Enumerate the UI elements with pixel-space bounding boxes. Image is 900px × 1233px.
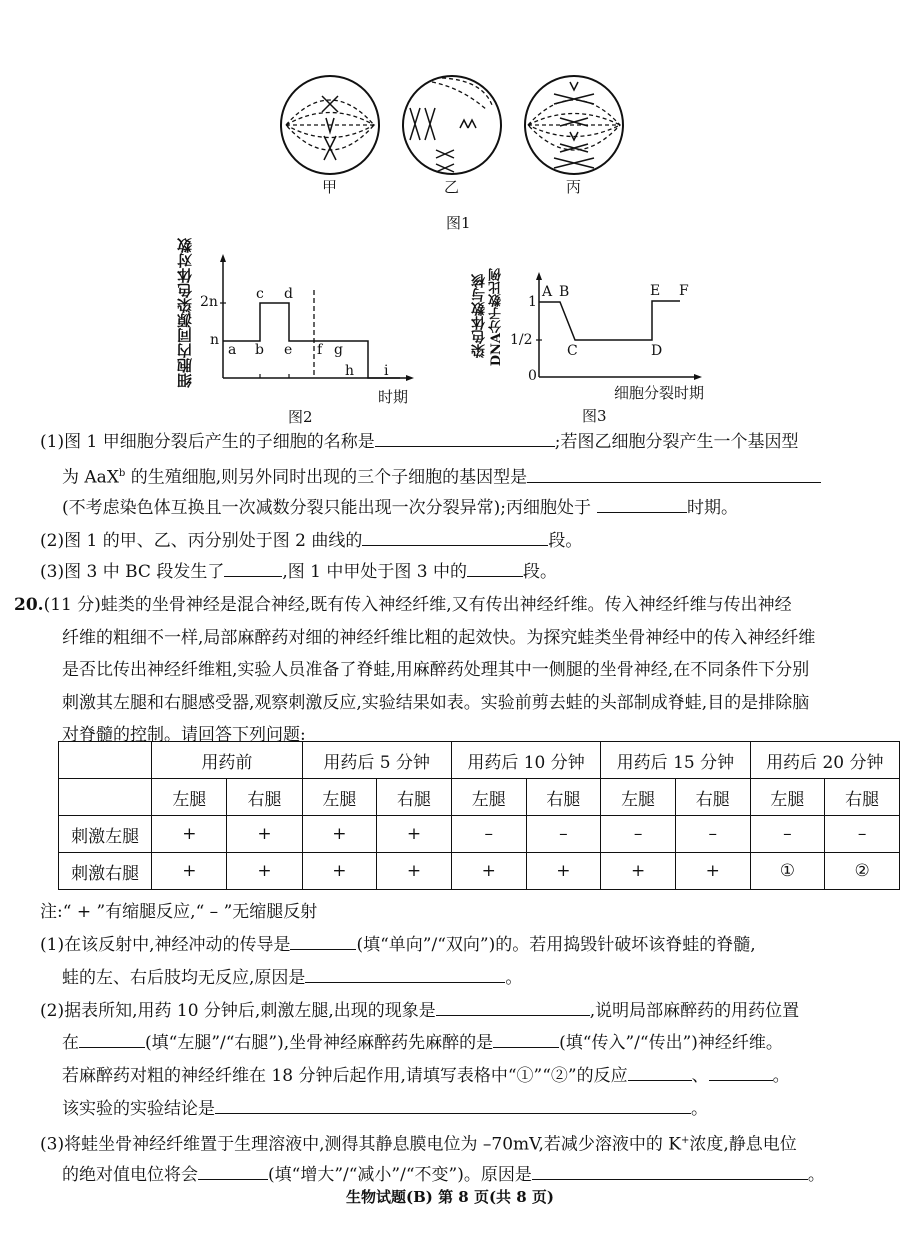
table-cell: – <box>451 816 526 853</box>
table-subheader: 左腿 <box>302 779 377 816</box>
q20-part2-line2: 在 (填“左腿”/“右腿”),坐骨神经麻醉药先麻醉的是 (填“传入”/“传出”)神经纤维。 <box>62 1033 783 1053</box>
answer-blank[interactable] <box>436 999 590 1016</box>
table-subheader: 左腿 <box>152 779 227 816</box>
cell-yi <box>403 76 501 174</box>
answer-blank[interactable] <box>527 466 821 483</box>
results-table <box>58 741 900 890</box>
answer-blank[interactable] <box>532 1163 808 1180</box>
answer-blank[interactable] <box>709 1064 773 1081</box>
q20-intro-line2: 纤维的粗细不一样,局部麻醉药对细的神经纤维比粗的起效快。为探究蛙类坐骨神经中的传入神经纤维 <box>62 628 816 648</box>
point-B: B <box>559 284 570 300</box>
table-row <box>59 816 900 853</box>
point-D: D <box>651 343 663 359</box>
q20-part2-line3: 若麻醉药对粗的神经纤维在 18 分钟后起作用,请填写表格中“①”“②”的反应 、 。 <box>62 1066 790 1086</box>
table-cell: + <box>451 853 526 890</box>
cell-jia-label: 甲 <box>322 178 338 196</box>
curve <box>223 303 400 378</box>
table-subheader: 右腿 <box>825 779 900 816</box>
table-subheader-row <box>59 779 900 816</box>
point-e: e <box>284 342 293 358</box>
answer-blank[interactable] <box>215 1097 691 1114</box>
table-corner-cell <box>59 779 152 816</box>
figure-3-ylabel-1: 染色体数与核 <box>471 274 487 358</box>
ytick-2n: 2n <box>200 294 218 310</box>
figure-1-cells <box>270 70 640 180</box>
table-group-header: 用药后 5 分钟 <box>302 742 451 779</box>
table-row-label: 刺激左腿 <box>59 816 152 853</box>
q20-intro-line1: 20.(11 分)蛙类的坐骨神经是混合神经,既有传入神经纤维,又有传出神经纤维。传入神经纤维与传出神经 <box>14 595 792 615</box>
q20-part3-line2: 的绝对值电位将会 (填“增大”/“减小”/“不变”)。原因是 。 <box>62 1165 825 1185</box>
table-cell: + <box>377 816 452 853</box>
table-cell: – <box>601 816 676 853</box>
figure-2-xlabel: 时期 <box>378 388 409 406</box>
curve <box>539 301 680 340</box>
q19-part2: (2)图 1 的甲、乙、丙分别处于图 2 曲线的 段。 <box>40 531 583 551</box>
figure-3-xlabel: 细胞分裂时期 <box>614 384 705 402</box>
q19-part1-line3: (不考虑染色体互换且一次减数分裂只能出现一次分裂异常);丙细胞处于 时期。 <box>62 498 738 518</box>
q20-part1-line1: (1)在该反射中,神经冲动的传导是 (填“单向”/“双向”)的。若用捣毁针破坏该脊蛙的脊髓, <box>40 935 756 955</box>
point-b: b <box>255 342 264 358</box>
table-cell: + <box>227 816 302 853</box>
table-cell: + <box>675 853 750 890</box>
table-cell: – <box>526 816 601 853</box>
cell-bing-label: 丙 <box>566 178 582 196</box>
table-cell: + <box>302 816 377 853</box>
figure-2-plot <box>170 230 430 390</box>
q20-intro-line5: 对脊髓的控制。请回答下列问题: <box>62 725 306 745</box>
q20-part1-line2: 蛙的左、右后肢均无反应,原因是 。 <box>62 968 523 988</box>
answer-blank[interactable] <box>224 560 282 577</box>
table-note: 注:“ + ”有缩腿反应,“ – ”无缩腿反射 <box>40 902 318 922</box>
table-cell: + <box>377 853 452 890</box>
table-group-header: 用药后 15 分钟 <box>601 742 750 779</box>
q20-part3-line1: (3)将蛙坐骨神经纤维置于生理溶液中,测得其静息膜电位为 –70mV,若减少溶液中的 K+浓度,静息电位 <box>40 1134 797 1155</box>
q20-part2-line1: (2)据表所知,用药 10 分钟后,刺激左腿,出现的现象是 ,说明局部麻醉药的用药位置 <box>40 1001 800 1021</box>
table-cell: – <box>825 816 900 853</box>
answer-blank[interactable] <box>493 1031 559 1048</box>
ytick-0: 0 <box>528 368 537 384</box>
question-number: 20. <box>14 595 44 615</box>
answer-blank[interactable] <box>290 933 356 950</box>
figure-2 <box>170 230 430 425</box>
table-cell: ② <box>825 853 900 890</box>
answer-blank[interactable] <box>198 1163 268 1180</box>
cell-jia <box>281 76 379 174</box>
figure-1 <box>270 70 640 240</box>
table-group-header-row <box>59 742 900 779</box>
table-cell: + <box>302 853 377 890</box>
answer-blank[interactable] <box>375 430 555 447</box>
ytick-1: 1 <box>528 294 537 310</box>
figure-1-caption: 图1 <box>446 214 471 232</box>
q19-part1-line1: (1)图 1 甲细胞分裂后产生的子细胞的名称是 ;若图乙细胞分裂产生一个基因型 <box>40 432 799 452</box>
cell-bing <box>525 76 623 174</box>
table-subheader: 左腿 <box>451 779 526 816</box>
figure-2-caption: 图2 <box>288 408 313 426</box>
table-group-header: 用药后 20 分钟 <box>750 742 899 779</box>
table-subheader: 右腿 <box>377 779 452 816</box>
table-cell: – <box>750 816 825 853</box>
table-subheader: 右腿 <box>675 779 750 816</box>
answer-blank[interactable] <box>305 966 505 983</box>
point-g: g <box>334 342 343 358</box>
point-c: c <box>256 286 264 302</box>
table-cell: + <box>526 853 601 890</box>
answer-blank[interactable] <box>597 496 687 513</box>
table-cell: + <box>152 853 227 890</box>
answer-blank[interactable] <box>467 560 523 577</box>
ytick-half: 1/2 <box>510 332 533 348</box>
table-subheader: 右腿 <box>227 779 302 816</box>
answer-blank[interactable] <box>362 529 548 546</box>
table-row-label: 刺激右腿 <box>59 853 152 890</box>
figure-2-ylabel: 细胞内同源染色体对数 <box>176 238 194 388</box>
table-subheader: 左腿 <box>601 779 676 816</box>
table-cell: ① <box>750 853 825 890</box>
point-d: d <box>284 286 293 302</box>
table-corner-cell <box>59 742 152 779</box>
table-row <box>59 853 900 890</box>
point-E: E <box>650 283 661 299</box>
table-cell: + <box>601 853 676 890</box>
q20-intro-line3: 是否比传出神经纤维粗,实验人员准备了脊蛙,用麻醉药处理其中一侧腿的坐骨神经,在不同条件下分别 <box>62 660 810 680</box>
point-A: A <box>542 284 553 300</box>
answer-blank[interactable] <box>628 1064 692 1081</box>
figure-3-plot <box>470 230 730 390</box>
figure-3 <box>470 230 730 425</box>
figure-3-caption: 图3 <box>582 407 607 425</box>
answer-blank[interactable] <box>79 1031 145 1048</box>
figure-3-ylabel-2: DNA分子数比例 <box>489 268 504 367</box>
table-cell: + <box>152 816 227 853</box>
page-footer: 生物试题(B) 第 8 页(共 8 页) <box>345 1188 555 1206</box>
q19-part3: (3)图 3 中 BC 段发生了 ,图 1 中甲处于图 3 中的 段。 <box>40 562 557 582</box>
point-i: i <box>384 363 389 379</box>
table-subheader: 右腿 <box>526 779 601 816</box>
point-a: a <box>228 342 237 358</box>
point-f: f <box>317 342 323 358</box>
point-F: F <box>679 283 689 299</box>
table-group-header: 用药后 10 分钟 <box>451 742 600 779</box>
table-cell: + <box>227 853 302 890</box>
point-h: h <box>345 363 355 379</box>
ytick-n: n <box>210 332 220 348</box>
q20-intro-line4: 刺激其左腿和右腿感受器,观察刺激反应,实验结果如表。实验前剪去蛙的头部制成脊蛙,目的是排除脑 <box>62 693 810 713</box>
table-subheader: 左腿 <box>750 779 825 816</box>
point-C: C <box>567 343 578 359</box>
q19-part1-line2: 为 AaX$^b$ 的生殖细胞,则另外同时出现的三个子细胞的基因型是 <box>62 463 821 489</box>
table-cell: – <box>675 816 750 853</box>
cell-yi-label: 乙 <box>444 178 460 196</box>
q20-part2-line4: 该实验的实验结论是 。 <box>62 1099 708 1119</box>
table-group-header: 用药前 <box>152 742 302 779</box>
